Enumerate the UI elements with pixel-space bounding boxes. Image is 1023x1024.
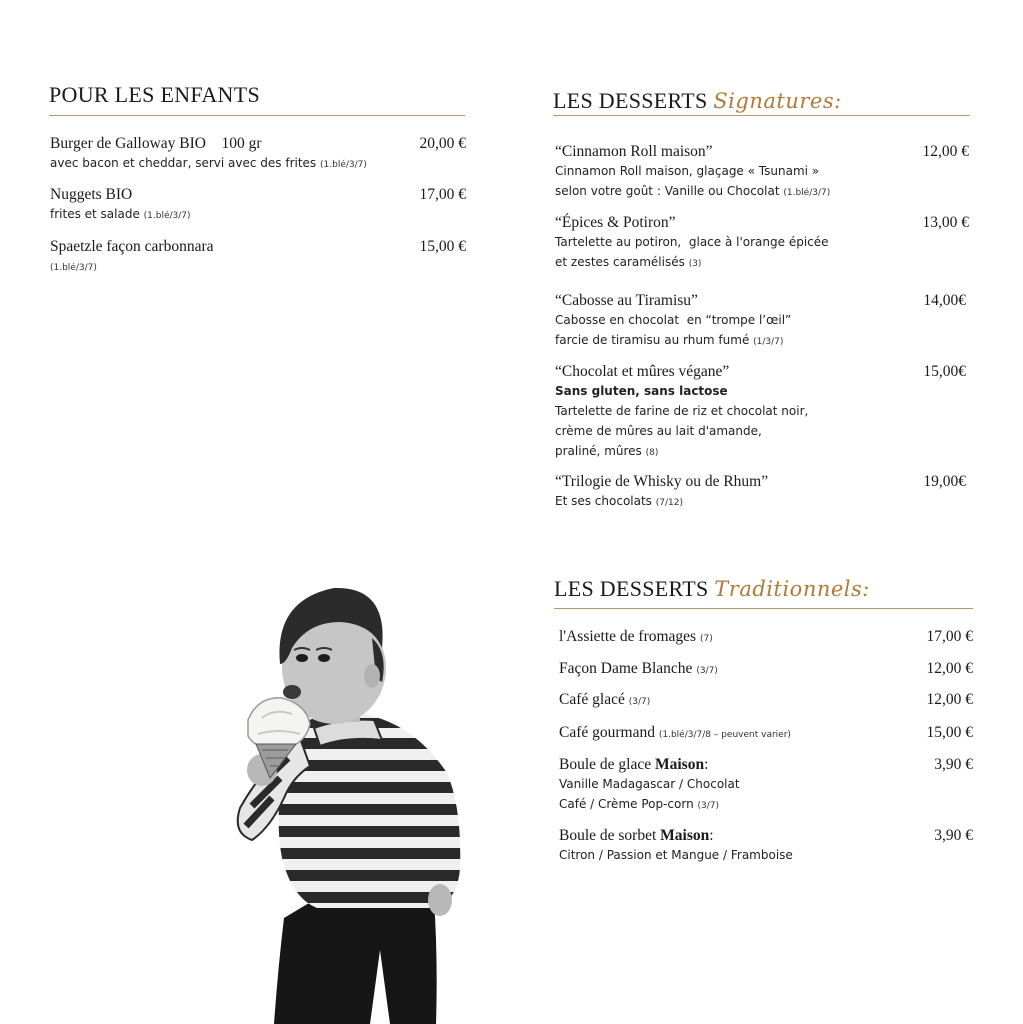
traditional-item-boule-glace [559, 756, 973, 816]
item-name-text: Café glacé [559, 691, 625, 708]
item-description [50, 256, 466, 278]
traditionnels-title-text: LES DESSERTS [554, 576, 709, 601]
trousers [274, 900, 437, 1024]
signatures-script-text: Signatures: [713, 89, 842, 113]
item-price: 12,00 € [922, 143, 969, 160]
item-desc-line [555, 441, 966, 463]
item-price: 15,00€ [923, 363, 966, 380]
item-name-colon: : [704, 756, 709, 773]
item-price: 19,00€ [923, 473, 966, 490]
signatures-section-title [553, 88, 842, 114]
eye [318, 654, 330, 662]
item-name: “Épices & Potiron” [555, 214, 676, 231]
signature-item-epices [555, 214, 969, 274]
item-price: 12,00 € [926, 691, 973, 708]
item-name-text: Façon Dame Blanche [559, 660, 693, 677]
item-desc-line: Cinnamon Roll maison, glaçage « Tsunami » [555, 164, 820, 178]
item-price: 15,00 € [926, 724, 973, 741]
allergen-codes: (3/7) [697, 801, 720, 811]
signature-item-chocolat-vegane [555, 363, 966, 463]
item-name: “Trilogie de Whisky ou de Rhum” [555, 473, 769, 490]
kids-title-text: POUR LES ENFANTS [49, 82, 260, 107]
signatures-divider [553, 115, 970, 116]
item-desc-text: farcie de tiramisu au rhum fumé [555, 333, 750, 347]
mouth [283, 685, 301, 699]
traditional-item-boule-sorbet [559, 827, 973, 865]
item-price: 14,00€ [923, 292, 966, 309]
item-name: Nuggets BIO [50, 186, 133, 203]
item-name: “Cabosse au Tiramisu” [555, 292, 698, 309]
item-desc-line [555, 330, 966, 352]
item-price: 12,00 € [926, 660, 973, 677]
item-price: 20,00 € [419, 135, 466, 152]
allergen-codes: (1.blé/3/7) [143, 211, 191, 221]
allergen-codes: (3/7) [628, 697, 651, 707]
traditional-item-fromages [559, 628, 973, 646]
item-name: Spaetzle façon carbonnara [50, 238, 214, 255]
item-name [559, 660, 973, 678]
item-name-highlight: Maison [660, 827, 710, 844]
item-name: “Chocolat et mûres végane” [555, 363, 730, 380]
item-name-text: Café gourmand [559, 724, 655, 741]
item-desc-line: Tartelette au potiron, glace à l'orange épicée [555, 235, 829, 249]
kids-section-title [49, 82, 260, 108]
item-desc-text: Et ses chocolats [555, 494, 652, 508]
item-name [559, 724, 973, 742]
item-desc-line [555, 181, 969, 203]
traditional-item-cafe-glace [559, 691, 973, 709]
item-desc-text: praliné, mûres [555, 444, 642, 458]
item-desc-line [559, 794, 973, 816]
item-name [559, 827, 973, 845]
signature-item-trilogie [555, 473, 966, 513]
item-desc-text: et zestes caramélisés [555, 255, 685, 269]
item-name-text: Boule de glace [559, 756, 655, 773]
item-dietary-note: Sans gluten, sans lactose [555, 384, 728, 398]
allergen-codes: (3) [688, 259, 702, 269]
item-price: 13,00 € [922, 214, 969, 231]
item-desc-text: frites et salade [50, 207, 140, 221]
signature-item-cabosse [555, 292, 966, 352]
item-desc-line: Tartelette de farine de riz et chocolat noir, [555, 404, 809, 418]
item-name: “Cinnamon Roll maison” [555, 143, 713, 160]
item-name-text: Boule de sorbet [559, 827, 661, 844]
traditionnels-script-text: Traditionnels: [714, 577, 870, 601]
allergen-codes: (1/3/7) [753, 337, 784, 347]
item-price: 15,00 € [419, 238, 466, 255]
item-name [559, 756, 973, 774]
item-desc-line [555, 252, 969, 274]
item-desc-line [555, 491, 966, 513]
item-price: 17,00 € [926, 628, 973, 645]
item-desc-text: avec bacon et cheddar, servi avec des frites [50, 156, 317, 170]
right-hand [428, 884, 452, 916]
traditionnels-section-title [554, 576, 870, 602]
item-price: 3,90 € [934, 756, 973, 773]
allergen-codes: (1.blé/3/7) [320, 160, 367, 170]
item-name-text: l'Assiette de fromages [559, 628, 697, 645]
item-name-colon: : [709, 827, 714, 844]
eye [296, 654, 308, 662]
kids-item-nuggets [50, 186, 466, 226]
item-name: Burger de Galloway BIO 100 gr [50, 135, 262, 152]
allergen-codes: (1.blé/3/7) [50, 263, 97, 273]
allergen-codes: (8) [645, 448, 659, 458]
ear [364, 664, 380, 688]
item-desc-line: Cabosse en chocolat en “trompe l’œil” [555, 313, 792, 327]
signatures-title-text: LES DESSERTS [553, 88, 708, 113]
item-price: 3,90 € [934, 827, 973, 844]
traditionnels-divider [554, 608, 973, 609]
item-name-highlight: Maison [654, 756, 705, 773]
signature-item-cinnamon [555, 143, 969, 203]
item-desc-text: selon votre goût : Vanille ou Chocolat [555, 184, 780, 198]
allergen-codes: (1.blé/3/7/8 – peuvent varier) [658, 730, 791, 740]
kids-divider [49, 115, 465, 116]
item-price: 17,00 € [419, 186, 466, 203]
allergen-codes: (7) [699, 634, 713, 644]
kids-item-burger [50, 135, 466, 175]
item-description [50, 153, 466, 175]
item-desc-line: crème de mûres au lait d'amande, [555, 424, 762, 438]
boy-ice-cream-photo [222, 578, 472, 1024]
item-desc-line: Citron / Passion et Mangue / Framboise [559, 848, 793, 862]
allergen-codes: (3/7) [696, 666, 718, 676]
allergen-codes: (1.blé/3/7) [783, 188, 831, 198]
item-description [50, 204, 466, 226]
item-desc-line: Vanille Madagascar / Chocolat [559, 777, 740, 791]
kids-item-spaetzle [50, 238, 466, 278]
item-desc-text: Café / Crème Pop-corn [559, 797, 694, 811]
item-name [559, 628, 973, 646]
traditional-item-cafe-gourmand [559, 724, 973, 742]
traditional-item-dame-blanche [559, 660, 973, 678]
allergen-codes: (7/12) [655, 498, 683, 508]
item-name [559, 691, 973, 709]
